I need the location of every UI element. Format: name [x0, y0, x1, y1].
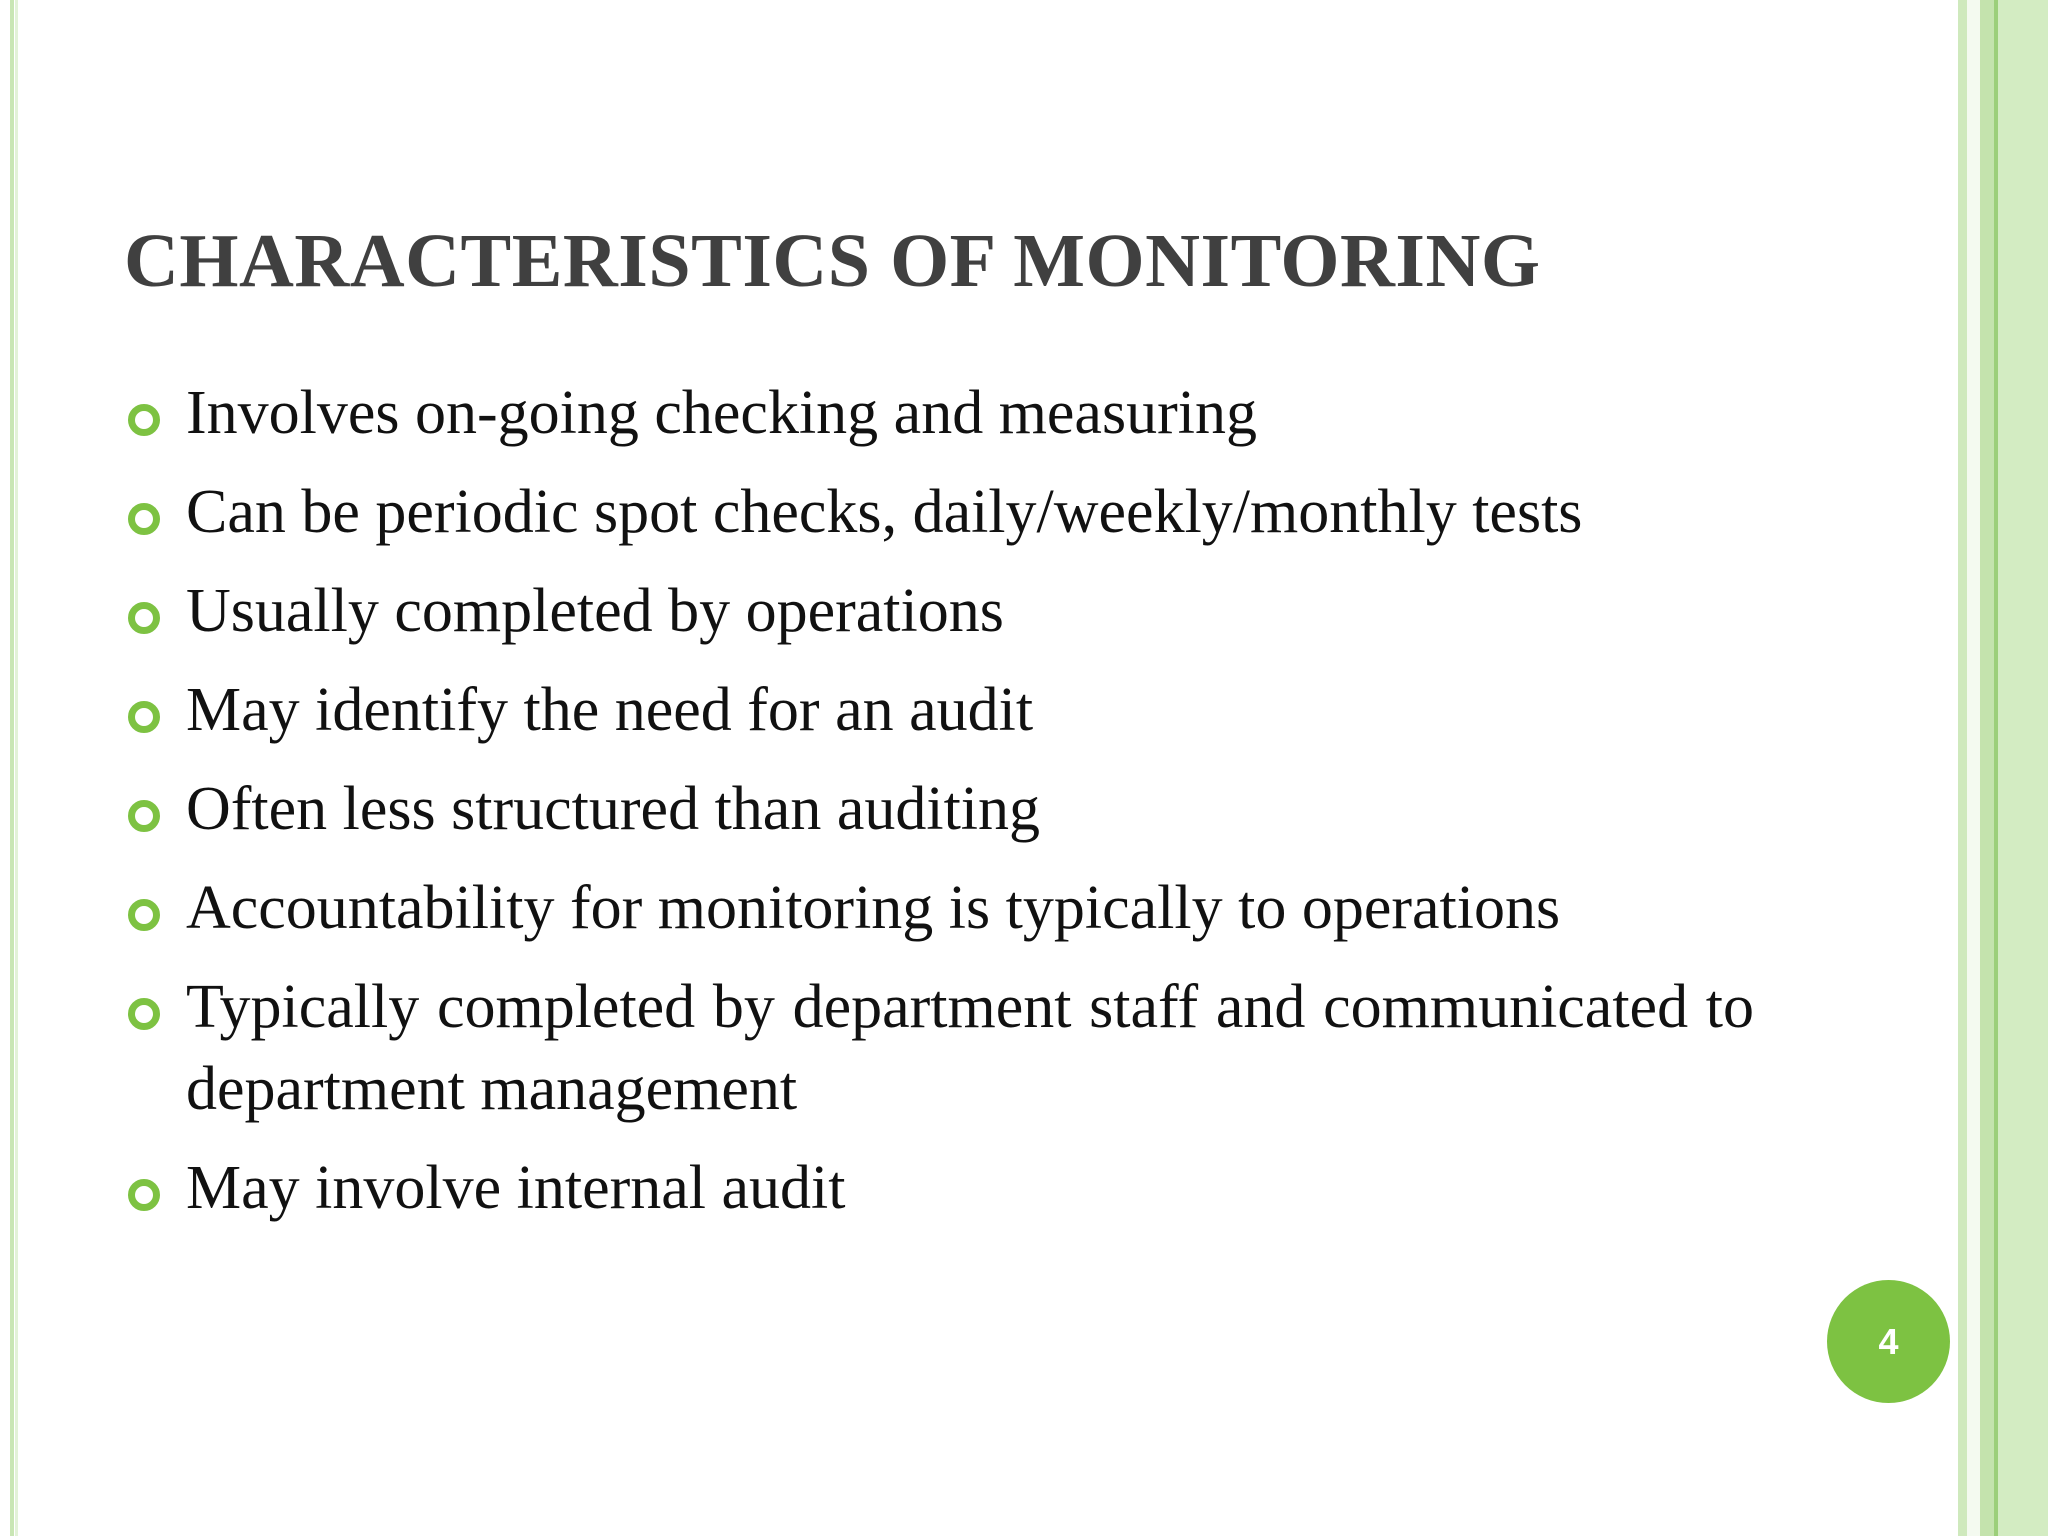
- bullet-text: Usually completed by operations: [186, 577, 1004, 645]
- bullet-text: May involve internal audit: [186, 1154, 846, 1222]
- bullet-item: [124, 966, 1754, 1130]
- bullet-item: [124, 570, 1754, 652]
- ring-bullet-icon: [128, 899, 160, 931]
- ring-bullet-icon: [128, 800, 160, 832]
- ring-bullet-icon: [128, 503, 160, 535]
- slide-title: CHARACTERISTICS OF MONITORING: [124, 219, 1541, 303]
- left-border-stripe: [15, 0, 18, 1536]
- bullet-item: [124, 768, 1754, 850]
- bullet-text: Accountability for monitoring is typically to operations: [186, 874, 1561, 942]
- left-border-stripe: [10, 0, 14, 1536]
- right-border-stripe: [1958, 0, 1967, 1536]
- page-number-badge: 4: [1827, 1280, 1950, 1403]
- bullet-text: Typically completed by department staff and communicated to department management: [186, 973, 1754, 1123]
- ring-bullet-icon: [128, 404, 160, 436]
- ring-bullet-icon: [128, 602, 160, 634]
- ring-bullet-icon: [128, 701, 160, 733]
- bullet-item: [124, 372, 1754, 454]
- bullet-text: Involves on-going checking and measuring: [186, 379, 1257, 447]
- bullet-text: May identify the need for an audit: [186, 676, 1034, 744]
- ring-bullet-icon: [128, 1179, 160, 1211]
- right-border-stripe: [1980, 0, 1994, 1536]
- bullet-item: [124, 867, 1754, 949]
- bullet-list: [124, 372, 1754, 1246]
- bullet-item: [124, 1147, 1754, 1229]
- right-border-stripe: [1998, 0, 2048, 1536]
- bullet-text: Often less structured than auditing: [186, 775, 1041, 843]
- bullet-text: Can be periodic spot checks, daily/weekly/monthly tests: [186, 478, 1583, 546]
- bullet-item: [124, 669, 1754, 751]
- bullet-item: [124, 471, 1754, 553]
- ring-bullet-icon: [128, 998, 160, 1030]
- right-border-stripe: [1967, 0, 1980, 1536]
